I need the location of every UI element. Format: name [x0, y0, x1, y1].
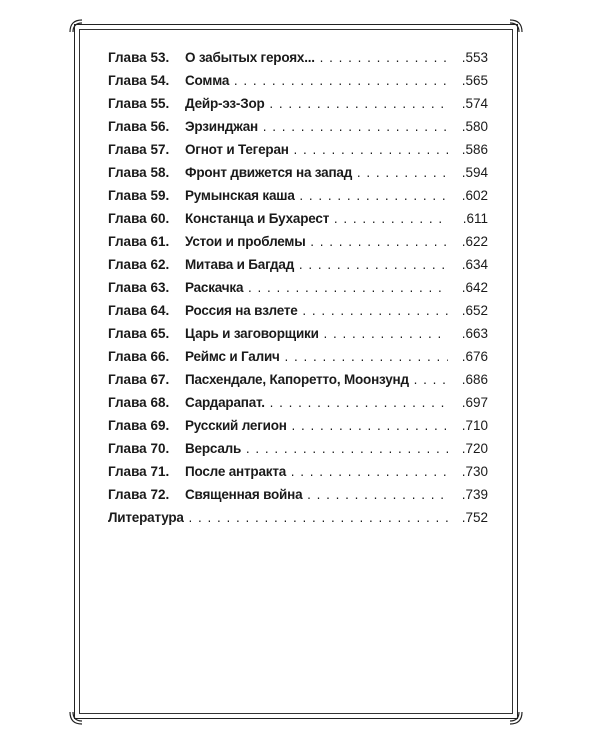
- toc-entry: [108, 161, 488, 184]
- toc-chapter-number: Глава 59.: [108, 188, 170, 203]
- toc-page-number: .697: [448, 391, 488, 414]
- toc-page-number: .565: [448, 69, 488, 92]
- toc-page-number: .574: [448, 92, 488, 115]
- toc-chapter-number: Глава 67.: [108, 372, 170, 387]
- table-of-contents: [108, 46, 488, 529]
- corner-ornament-icon: [68, 18, 84, 34]
- toc-entry: [108, 46, 488, 69]
- toc-chapter-title: Сомма . . .: [185, 69, 448, 92]
- toc-page-number: .553: [448, 46, 488, 69]
- toc-page-number: .710: [448, 414, 488, 437]
- toc-entry: [108, 414, 488, 437]
- toc-page-number: .686: [448, 368, 488, 391]
- toc-entry: [108, 345, 488, 368]
- toc-chapter-title: Царь и заговорщики . . .: [185, 322, 448, 345]
- toc-chapter-title: О забытых героях... . . .: [185, 46, 448, 69]
- toc-entry: [108, 207, 488, 230]
- toc-chapter-number: Глава 54.: [108, 73, 170, 88]
- toc-chapter-number: Глава 71.: [108, 464, 170, 479]
- toc-chapter-title: Устои и проблемы . . .: [185, 230, 448, 253]
- toc-entry: [108, 299, 488, 322]
- toc-chapter-number: Глава 58.: [108, 165, 170, 180]
- toc-chapter-title: Сардарапат. . . .: [185, 391, 448, 414]
- toc-entry: [108, 460, 488, 483]
- toc-chapter-title: Русский легион . . .: [185, 414, 448, 437]
- toc-chapter-number: Глава 56.: [108, 119, 170, 134]
- toc-entry: [108, 483, 488, 506]
- toc-chapter-title: После антракта . . .: [185, 460, 448, 483]
- toc-page-number: .730: [448, 460, 488, 483]
- toc-chapter-number: Глава 64.: [108, 303, 170, 318]
- toc-chapter-title: Раскачка . . .: [185, 276, 448, 299]
- toc-entry: [108, 391, 488, 414]
- toc-chapter-number: Глава 69.: [108, 418, 170, 433]
- toc-entry: [108, 138, 488, 161]
- toc-chapter-number: Глава 70.: [108, 441, 170, 456]
- toc-page-number: .752: [448, 506, 488, 529]
- toc-literature-title: Литература . . .: [108, 506, 448, 529]
- corner-ornament-icon: [68, 710, 84, 726]
- toc-page-number: .602: [448, 184, 488, 207]
- toc-chapter-title: Фронт движется на запад . . .: [185, 161, 448, 184]
- toc-page-number: .586: [448, 138, 488, 161]
- toc-chapter-title: Священная война . . .: [185, 483, 448, 506]
- toc-page-number: .676: [448, 345, 488, 368]
- toc-chapter-number: Глава 65.: [108, 326, 170, 341]
- toc-chapter-number: Глава 63.: [108, 280, 170, 295]
- toc-entry-literature: [108, 506, 488, 529]
- toc-chapter-title: Эрзинджан . . .: [185, 115, 448, 138]
- toc-chapter-number: Глава 57.: [108, 142, 170, 157]
- toc-entry: [108, 437, 488, 460]
- toc-entry: [108, 253, 488, 276]
- toc-page-number: .642: [448, 276, 488, 299]
- toc-entry: [108, 322, 488, 345]
- toc-entry: [108, 92, 488, 115]
- toc-chapter-title: Пасхендале, Капоретто, Моонзунд . . .: [185, 368, 448, 391]
- toc-page-number: .634: [448, 253, 488, 276]
- toc-entry: [108, 115, 488, 138]
- toc-chapter-title: Огнот и Тегеран . . .: [185, 138, 448, 161]
- toc-chapter-number: Глава 62.: [108, 257, 170, 272]
- toc-page-number: .611: [448, 207, 488, 230]
- toc-page-number: .622: [448, 230, 488, 253]
- toc-page-number: .580: [448, 115, 488, 138]
- toc-page-number: .720: [448, 437, 488, 460]
- toc-page-number: .739: [448, 483, 488, 506]
- toc-chapter-title: Версаль . . .: [185, 437, 448, 460]
- toc-page-number: .594: [448, 161, 488, 184]
- toc-entry: [108, 184, 488, 207]
- toc-page-number: .652: [448, 299, 488, 322]
- toc-chapter-title: Митава и Багдад . . .: [185, 253, 448, 276]
- toc-chapter-title: Румынская каша . . .: [185, 184, 448, 207]
- toc-chapter-number: Глава 53.: [108, 50, 170, 65]
- toc-chapter-number: Глава 66.: [108, 349, 170, 364]
- toc-entry: [108, 69, 488, 92]
- corner-ornament-icon: [508, 710, 524, 726]
- toc-chapter-number: Глава 68.: [108, 395, 170, 410]
- toc-chapter-number: Глава 55.: [108, 96, 170, 111]
- toc-chapter-title: Дейр-эз-Зор . . .: [185, 92, 448, 115]
- toc-chapter-number: Глава 72.: [108, 487, 170, 502]
- toc-entry: [108, 368, 488, 391]
- toc-entry: [108, 230, 488, 253]
- toc-chapter-title: Констанца и Бухарест . . .: [185, 207, 448, 230]
- toc-chapter-title: Реймс и Галич . . .: [185, 345, 448, 368]
- toc-entry: [108, 276, 488, 299]
- corner-ornament-icon: [508, 18, 524, 34]
- toc-page-number: .663: [448, 322, 488, 345]
- toc-chapter-number: Глава 60.: [108, 211, 170, 226]
- toc-chapter-title: Россия на взлете . . .: [185, 299, 448, 322]
- toc-chapter-number: Глава 61.: [108, 234, 170, 249]
